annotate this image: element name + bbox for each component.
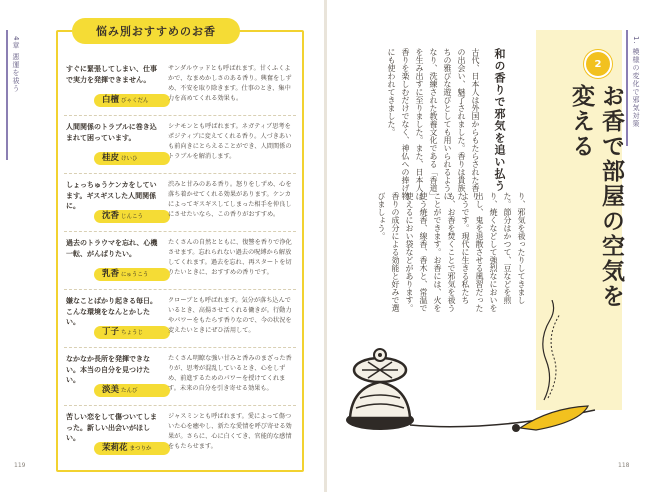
incense-name-tag (94, 326, 170, 339)
incense-name: 丁子 (102, 327, 120, 337)
incense-name-tag (94, 210, 170, 223)
recommendation-row (64, 348, 296, 406)
concern-text: 過去のトラウマを忘れ、心機一転、がんばりたい。 (66, 239, 158, 258)
incense-illustration (340, 300, 610, 450)
incense-description: シナモンとも呼ばれます。ネガティブ思考をポジティブに変えてくれる香り。人づきあいも前向きにとらえることができ、人間関係のトラブルを解消します。 (168, 123, 292, 160)
concern-text: 人間関係のトラブルに巻き込まれて困っています。 (66, 123, 157, 142)
incense-description: サンダルウッドとも呼ばれます。甘くふくよかで、なまめかしさのある香り。興奮をしずめ、不安を取り除きます。仕事のとき、集中力を高めてくれる効果も。 (168, 65, 292, 102)
recommendation-row (64, 174, 296, 232)
concern-text: 苦しい恋をして傷ついてしまった。新しい出会いがほしい。 (66, 413, 157, 442)
incense-name-tag (94, 152, 170, 165)
page-number-right: 118 (618, 462, 630, 469)
recommendation-list (64, 58, 296, 463)
concern-text: しょっちゅうケンカをしています。ギスギスした人間関係に。 (66, 181, 157, 210)
incense-reading: まつりか (129, 446, 152, 452)
incense-name: 白檀 (102, 95, 120, 105)
incense-description: たくさん明瞭な強い甘みと香みのまざった香りが、思考が混乱しているとき、心をしずめ、前進するためのパワーを授けてくれます。未来の自分を引き寄せる効果も。 (168, 355, 292, 392)
recommendation-row (64, 116, 296, 174)
box-title: 悩み別おすすめのお香 (72, 18, 240, 44)
section-title (566, 84, 626, 309)
incense-description: ジャスミンとも呼ばれます。愛によって傷ついた心を癒やし、新たな愛情を呼び寄せる効果が。さらに、心に白くてき、官能的な感情をもたらせます。 (168, 413, 292, 450)
incense-name: 沈香 (102, 211, 120, 221)
incense-name-tag (94, 94, 170, 107)
chapter-tab-left-label: 4章 悪運を祓う (12, 36, 20, 93)
sub-heading: 和の香りで邪気を追い払う (493, 48, 506, 192)
incense-stick-icon (410, 300, 595, 432)
title-line-2: 変える (568, 84, 594, 159)
incense-reading: たんび (121, 388, 138, 394)
incense-burner-icon (346, 349, 414, 430)
body-text-upper: 古代、日本人は外国からもたらされた香りの出会い、魅了されました。香りは貴族たちの雅びな遊びとしても用いられるようになり、洗練された教養文化である「香道」を生み出すに至りました。また、日本人は香りを楽しむだけでなく、神仏への捧げ物にも使われてきました。 (387, 48, 480, 200)
chapter-tab-right (626, 30, 646, 146)
incense-description: クローブとも呼ばれます。気分が落ち込んでいるとき、高揚させてくれる働きが。行動力やパワーをもたらす香りなので、今の状況を変えたいときにぜひ活用して。 (168, 297, 292, 334)
body-text-lower: り、邪気を祓ったりしてきました。節分はかつて、豆などを煎り、焼くなどして強烈なにおいを出し、鬼を退散させる風習だったようです。現代に生きる私たちも、お香を焚くことで邪気を祓うことができます。お香には、火を使う焼香、線香、香木と、常温で使えるにおい袋などがあります。香りの成分による効能と好みで選びましょう。 (377, 192, 526, 312)
chapter-tab-left (6, 30, 26, 160)
page-number-left: 119 (14, 462, 26, 469)
incense-description: 渋みと甘みのある香り。怒りをしずめ、心を落ち着かせてくれる効果があります。ケンカによってギスギスしてしまった相手を仲良しにさせたいなら、この香りがおすすめ。 (168, 181, 292, 218)
incense-name: 乳香 (102, 269, 120, 279)
incense-name: 桂皮 (102, 153, 120, 163)
incense-reading: じんこう (121, 214, 144, 220)
recommendation-row (64, 406, 296, 463)
concern-text: すぐに緊張してしまい、仕事で実力を発揮できません。 (66, 65, 157, 84)
incense-name-tag (94, 384, 170, 397)
incense-description: たくさんの自然とともに、復讐を香りで浄化させます。忘れられない過去の呪縛から解放してくれます。過去を忘れ、再スタートを切りたいときに、おすすめの香りです。 (168, 239, 292, 276)
recommendation-row (64, 58, 296, 116)
title-line-1: お香で部屋の空気を (598, 84, 624, 309)
concern-text: なかなか長所を発揮できない。本当の自分を見つけたい。 (66, 355, 150, 384)
incense-reading: ちょうじ (121, 330, 144, 336)
incense-name-tag (94, 268, 170, 281)
incense-reading: にゅうこう (121, 272, 149, 278)
incense-name: 茉莉花 (102, 443, 128, 453)
incense-reading: びゃくだん (121, 98, 149, 104)
concern-text: 嫌なことばかり起きる毎日。こんな環境をなんとかしたい。 (66, 297, 157, 326)
chapter-tab-right-label: 1. 模様の変化で邪気対策 (632, 36, 640, 128)
recommendation-row (64, 232, 296, 290)
incense-name-tag (94, 442, 170, 455)
recommendation-box (56, 25, 304, 472)
incense-name: 淡美 (102, 385, 120, 395)
page-gutter (324, 0, 327, 492)
incense-reading: けいひ (121, 156, 138, 162)
recommendation-row (64, 290, 296, 348)
section-number-badge: 2 (584, 50, 612, 78)
